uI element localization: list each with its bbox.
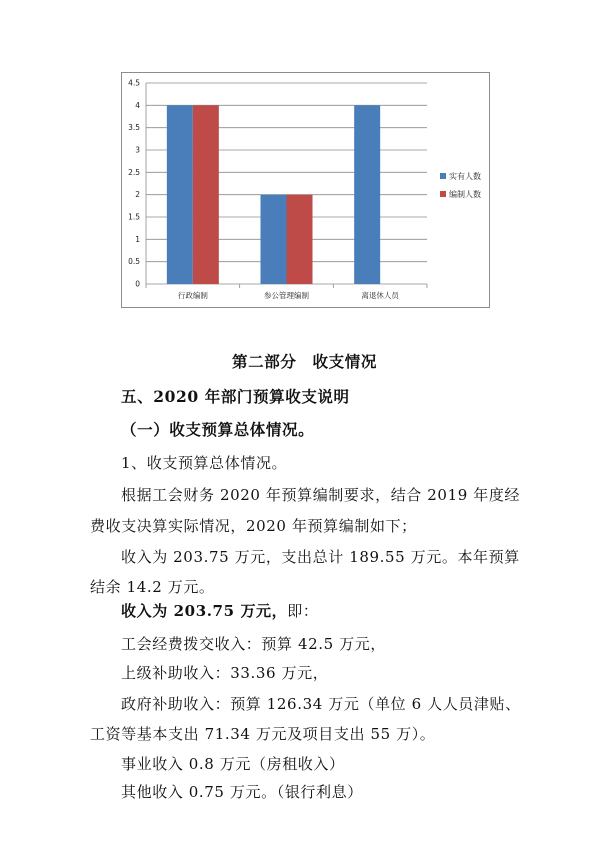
y-tick-label: 3.5 [128, 123, 140, 133]
income-total-bold: 收入为 203.75 万元， [121, 602, 288, 620]
income-item-business: 事业收入 0.8 万元（房租收入） [121, 755, 345, 773]
staff-bar-chart [121, 72, 490, 308]
income-total-rest: 即： [287, 602, 319, 620]
x-tick-label: 行政编制 [177, 291, 208, 300]
bar [354, 105, 380, 284]
subsection-heading: （一）收支预算总体情况。 [121, 420, 315, 439]
y-tick-label: 2.5 [128, 167, 140, 177]
paragraph-1-line-1: 根据工会财务 2020 年预算编制要求，结合 2019 年度经 [121, 486, 521, 504]
y-tick-label: 1.5 [128, 212, 140, 222]
y-tick-label: 4.5 [128, 78, 140, 88]
legend-swatch [440, 191, 446, 197]
legend-swatch [440, 173, 446, 179]
income-item-government-subsidy-line-2: 工资等基本支出 71.34 万元及项目支出 55 万）。 [90, 725, 436, 743]
income-item-superior-subsidy: 上级补助收入：33.36 万元， [121, 664, 329, 682]
legend-label: 实有人数 [449, 172, 481, 181]
section-heading: 五、2020 年部门预算收支说明 [121, 387, 350, 406]
legend-label: 编制人数 [449, 190, 481, 199]
x-tick-label: 离退休人员 [361, 291, 399, 300]
y-tick-label: 2 [135, 190, 140, 200]
bar [167, 105, 193, 284]
y-tick-label: 3 [135, 145, 140, 155]
paragraph-1-line-2: 费收支决算实际情况，2020 年预算编制如下； [90, 517, 417, 535]
income-item-other: 其他收入 0.75 万元。（银行利息） [121, 783, 363, 801]
income-item-government-subsidy-line-1: 政府补助收入：预算 126.34 万元（单位 6 人人员津贴、 [121, 695, 521, 713]
chart-canvas [122, 73, 491, 309]
y-tick-label: 0 [135, 279, 140, 289]
bar [193, 105, 219, 284]
item-1-heading: 1、收支预算总体情况。 [121, 454, 288, 472]
paragraph-2-line-2: 结余 14.2 万元。 [90, 578, 215, 596]
x-tick-label: 参公管理编制 [264, 291, 309, 300]
paragraph-2-line-1: 收入为 203.75 万元，支出总计 189.55 万元。本年预算 [121, 548, 520, 566]
bar [287, 195, 313, 284]
bar [261, 195, 287, 284]
income-item-union-fee: 工会经费拨交收入：预算 42.5 万元， [121, 635, 386, 653]
part-title: 第二部分 收支情况 [232, 352, 377, 371]
income-total-line [121, 600, 318, 621]
y-tick-label: 0.5 [128, 257, 140, 267]
y-tick-label: 1 [135, 234, 140, 244]
y-tick-label: 4 [135, 100, 140, 110]
